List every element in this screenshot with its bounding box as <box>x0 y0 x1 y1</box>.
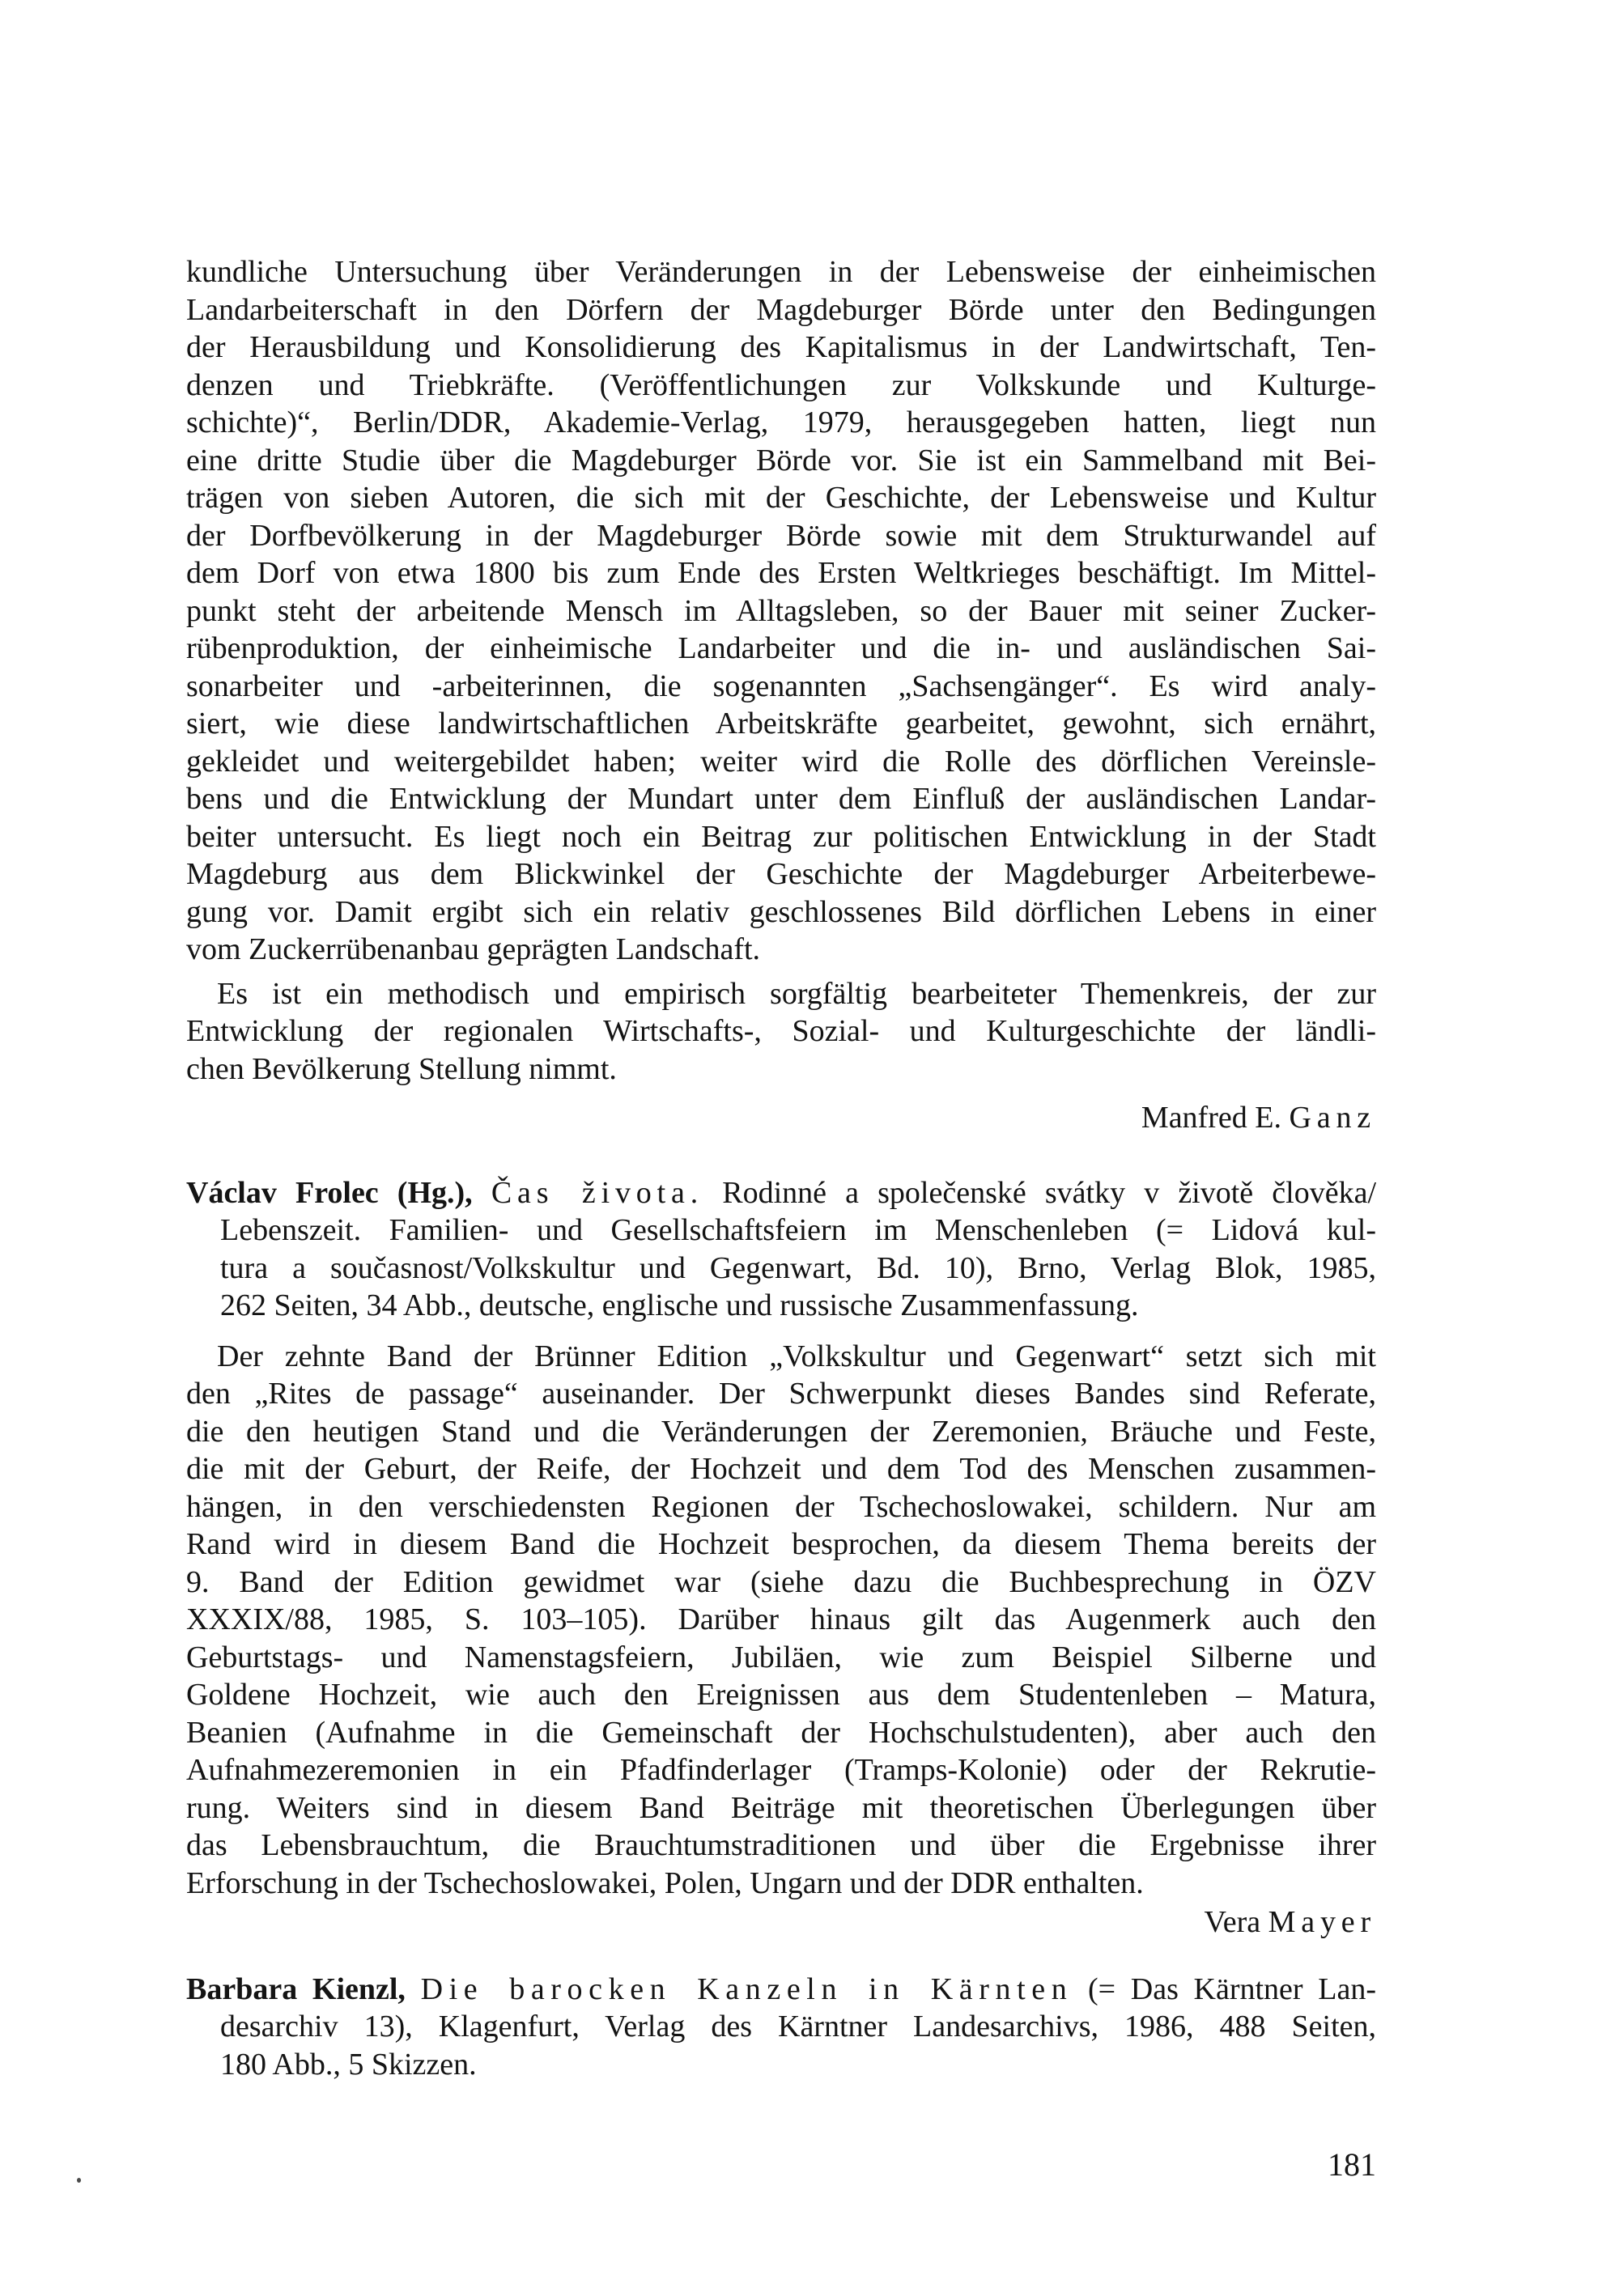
text-line: der Dorfbevölkerung in der Magdeburger Börde sowie mit dem Strukturwandel auf <box>186 518 1376 553</box>
text-line: Entwicklung der regionalen Wirtschafts-, Sozial- und Kulturgeschichte der ländli- <box>186 1014 1376 1048</box>
text-line: trägen von sieben Autoren, die sich mit der Geschichte, der Lebensweise und Kultur <box>186 481 1376 515</box>
ink-speck <box>77 2178 81 2183</box>
book-entry-details <box>220 1212 1376 1325</box>
book-author: Václav Frolec (Hg.), <box>186 1175 473 1210</box>
book-title-rest-2: (= Das Kärntner Lan- <box>1088 1971 1376 2006</box>
text-line: Es ist ein methodisch und empirisch sorgfältig bearbeiteter Themenkreis, der zur <box>217 976 1376 1011</box>
text-line: Der zehnte Band der Brünner Edition „Volkskultur und Gegenwart“ setzt sich mit <box>217 1339 1376 1373</box>
text-line: Lebenszeit. Familien- und Gesellschaftsfeiern im Menschenleben (= Lidová kul- <box>220 1213 1376 1247</box>
book-author-2: Barbara Kienzl, <box>186 1971 406 2006</box>
text-line: 262 Seiten, 34 Abb., deutsche, englische und russische Zusammenfassung. <box>220 1288 1139 1322</box>
text-line: eine dritte Studie über die Magdeburger Börde vor. Sie ist ein Sammelband mit Bei- <box>186 443 1376 477</box>
review-conclusion-paragraph <box>186 975 1376 1089</box>
text-line: 180 Abb., 5 Skizzen. <box>220 2047 477 2082</box>
review-body-paragraph <box>186 1338 1376 1903</box>
text-line: den „Rites de passage“ auseinander. Der Schwerpunkt dieses Bandes sind Referate, <box>186 1377 1376 1411</box>
reviewer-surname: Ganz <box>1289 1101 1376 1135</box>
text-line: Goldene Hochzeit, wie auch den Ereignissen aus dem Studentenleben – Matura, <box>186 1678 1376 1712</box>
text-line: rung. Weiters sind in diesem Band Beiträge mit theoretischen Überlegungen über <box>186 1790 1376 1825</box>
book-entry-heading-2 <box>186 1971 1376 2009</box>
text-line: Geburtstags- und Namenstagsfeiern, Jubiläen, wie zum Beispiel Silberne und <box>186 1640 1376 1674</box>
book-title-spaced-2: Die barocken Kanzeln in Kärnten <box>420 1971 1073 2006</box>
text-line: Aufnahmezeremonien in ein Pfadfinderlager (Tramps-Kolonie) oder der Rekrutie- <box>186 1753 1376 1787</box>
text-line: vom Zuckerrübenanbau geprägten Landschaft. <box>186 932 761 966</box>
text-line: der Herausbildung und Konsolidierung des Kapitalismus in der Landwirtschaft, Ten- <box>186 330 1376 364</box>
text-line: desarchiv 13), Klagenfurt, Verlag des Kärntner Landesarchivs, 1986, 488 Seiten, <box>220 2010 1376 2043</box>
text-line: XXXIX/88, 1985, S. 103–105). Darüber hinaus gilt das Augenmerk auch den <box>186 1602 1376 1636</box>
text-line: Beanien (Aufnahme in die Gemeinschaft der Hochschulstudenten), aber auch den <box>186 1715 1376 1750</box>
book-entry-heading <box>186 1174 1376 1212</box>
reviewer-name-prefix: Manfred E. <box>1141 1101 1281 1135</box>
text-line: gung vor. Damit ergibt sich ein relativ geschlossenes Bild dörflichen Lebens in einer <box>186 894 1376 929</box>
text-line: chen Bevölkerung Stellung nimmt. <box>186 1051 617 1086</box>
page-number: 181 <box>1328 2146 1376 2183</box>
text-line: Magdeburg aus dem Blickwinkel der Geschichte der Magdeburger Arbeiterbewe- <box>186 857 1376 891</box>
book-entry-details-2 <box>220 2008 1376 2083</box>
text-line: tura a současnost/Volkskultur und Gegenwart, Bd. 10), Brno, Verlag Blok, 1985, <box>220 1250 1376 1285</box>
text-line: Landarbeiterschaft in den Dörfern der Magdeburger Börde unter den Bedingungen <box>186 292 1376 327</box>
text-line: dem Dorf von etwa 1800 bis zum Ende des Ersten Weltkrieges beschäftigt. Im Mittel- <box>186 556 1376 590</box>
text-line: Erforschung in der Tschechoslowakei, Polen, Ungarn und der DDR enthalten. <box>186 1865 1144 1900</box>
reviewer-signature-2 <box>186 1903 1376 1942</box>
text-line: punkt steht der arbeitende Mensch im Alltagsleben, so der Bauer mit seiner Zucker- <box>186 593 1376 628</box>
text-line: die mit der Geburt, der Reife, der Hochzeit und dem Tod des Menschen zusammen- <box>186 1452 1376 1486</box>
text-line: die den heutigen Stand und die Veränderungen der Zeremonien, Bräuche und Feste, <box>186 1414 1376 1449</box>
text-line: bens und die Entwicklung der Mundart unter dem Einfluß der ausländischen Landar- <box>186 782 1376 816</box>
reviewer-signature <box>186 1099 1376 1137</box>
text-line: rübenproduktion, der einheimische Landarbeiter und die in- und ausländischen Sai- <box>186 631 1376 665</box>
text-line: schichte)“, Berlin/DDR, Akademie-Verlag, 1979, herausgegeben hatten, liegt nun <box>186 405 1376 439</box>
text-block <box>186 253 1376 2184</box>
reviewer-name-prefix-2: Vera <box>1204 1905 1261 1939</box>
text-line: gekleidet und weitergebildet haben; weiter wird die Rolle des dörflichen Vereinsle- <box>186 744 1376 779</box>
book-entry-kienzl <box>186 1971 1376 2084</box>
book-entry-frolec <box>186 1174 1376 1325</box>
text-line: siert, wie diese landwirtschaftlichen Arbeitskräfte gearbeitet, gewohnt, sich ernährt, <box>186 707 1376 741</box>
text-line: das Lebensbrauchtum, die Brauchtumstraditionen und über die Ergebnisse ihrer <box>186 1828 1376 1862</box>
book-title-rest: Rodinné a společenské svátky v životě člověka/ <box>722 1175 1377 1210</box>
reviewer-surname-2: Mayer <box>1268 1905 1376 1939</box>
text-line: denzen und Triebkräfte. (Veröffentlichungen zur Volkskunde und Kulturge- <box>186 367 1376 402</box>
book-title-spaced: Čas života. <box>491 1175 704 1210</box>
text-line: sonarbeiter und -arbeiterinnen, die sogenannten „Sachsengänger“. Es wird analy- <box>186 668 1376 703</box>
text-line: Rand wird in diesem Band die Hochzeit besprochen, da diesem Thema bereits der <box>186 1527 1376 1561</box>
text-line: hängen, in den verschiedensten Regionen der Tschechoslowakei, schildern. Nur am <box>186 1489 1376 1524</box>
text-line: beiter untersucht. Es liegt noch ein Beitrag zur politischen Entwicklung in der Stadt <box>186 819 1376 854</box>
text-line: kundliche Untersuchung über Veränderungen in der Lebensweise der einheimischen <box>186 255 1376 289</box>
continued-review-paragraph <box>186 253 1376 969</box>
text-line: 9. Band der Edition gewidmet war (siehe dazu die Buchbesprechung in ÖZV <box>186 1564 1376 1599</box>
